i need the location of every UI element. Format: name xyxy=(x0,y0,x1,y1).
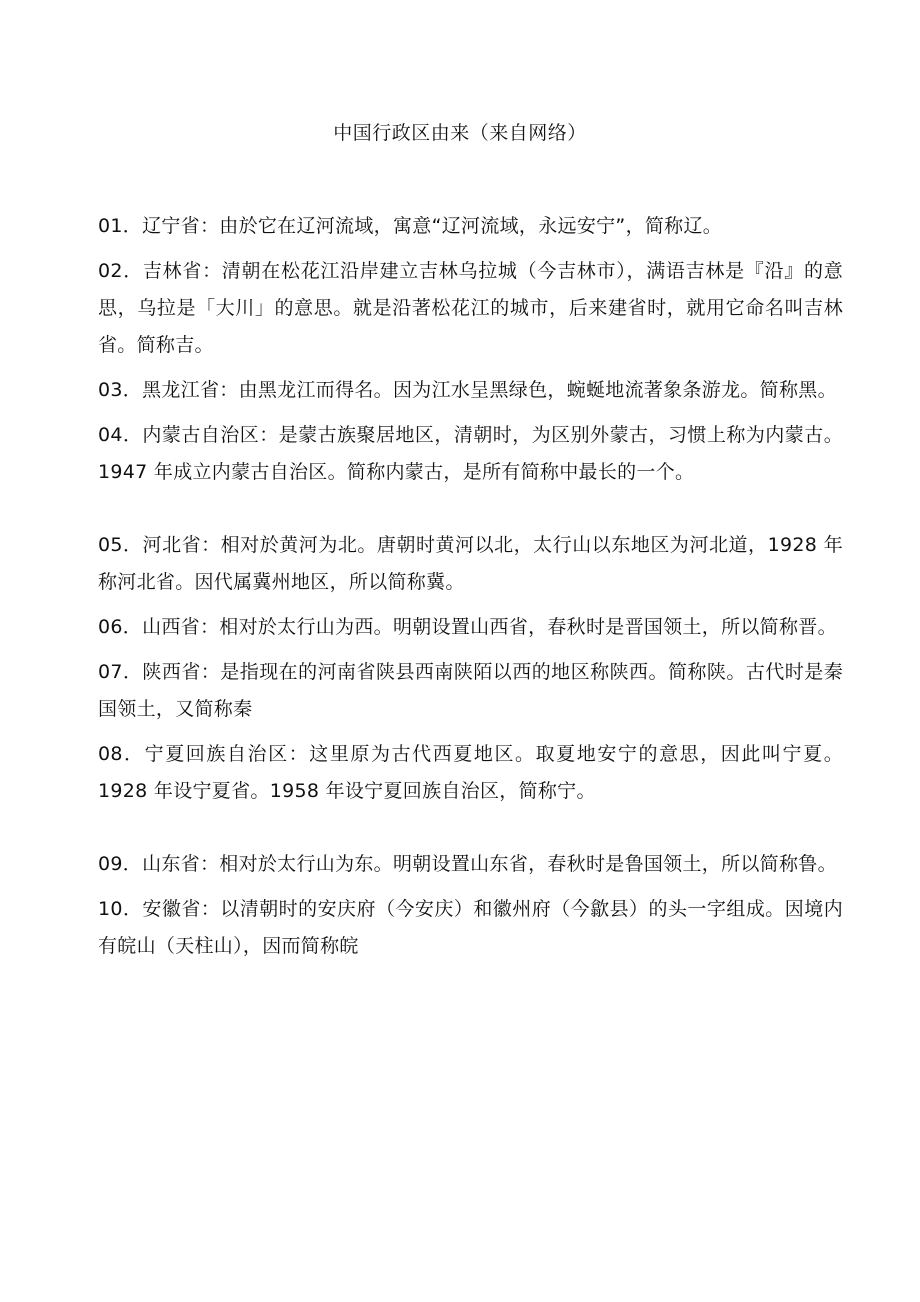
document-body xyxy=(98,208,843,965)
paragraph-hebei: 05．河北省：相对於黄河为北。唐朝时黄河以北，太行山以东地区为河北道，1928 年称河北省。因代属冀州地区，所以简称冀。 xyxy=(98,534,843,593)
paragraph-shandong: 09．山东省：相对於太行山为东。明朝设置山东省，春秋时是鲁国领土，所以简称鲁。 xyxy=(98,853,837,875)
paragraph-liaoning: 01．辽宁省：由於它在辽河流域，寓意“辽河流域，永远安宁”，简称辽。 xyxy=(98,215,723,237)
paragraph-shaanxi: 07．陕西省：是指现在的河南省陕县西南陕陌以西的地区称陕西。简称陕。古代时是秦国领土，又简称秦 xyxy=(98,661,843,720)
paragraph-inner-mongolia: 04．内蒙古自治区：是蒙古族聚居地区，清朝时，为区别外蒙古，习惯上称为内蒙古。1947 年成立内蒙古自治区。简称内蒙古，是所有简称中最长的一个。 xyxy=(98,424,843,483)
paragraph-anhui: 10．安徽省：以清朝时的安庆府（今安庆）和徽州府（今歙县）的头一字组成。因境内有皖山（天柱山），因而简称皖 xyxy=(98,898,843,957)
paragraph-shanxi: 06．山西省：相对於太行山为西。明朝设置山西省，春秋时是晋国领土，所以简称晋。 xyxy=(98,616,837,638)
document-title: 中国行政区由来（来自网络） xyxy=(333,122,587,144)
paragraph-heilongjiang: 03．黑龙江省：由黑龙江而得名。因为江水呈黑绿色，蜿蜒地流著象条游龙。简称黑。 xyxy=(98,379,837,401)
paragraph-jilin: 02．吉林省：清朝在松花江沿岸建立吉林乌拉城（今吉林市），满语吉林是『沿』的意思，乌拉是「大川」的意思。就是沿著松花江的城市，后来建省时，就用它命名叫吉林省。简称吉。 xyxy=(98,260,843,356)
paragraph-ningxia: 08．宁夏回族自治区：这里原为古代西夏地区。取夏地安宁的意思，因此叫宁夏。1928 年设宁夏省。1958 年设宁夏回族自治区，简称宁。 xyxy=(98,743,843,802)
